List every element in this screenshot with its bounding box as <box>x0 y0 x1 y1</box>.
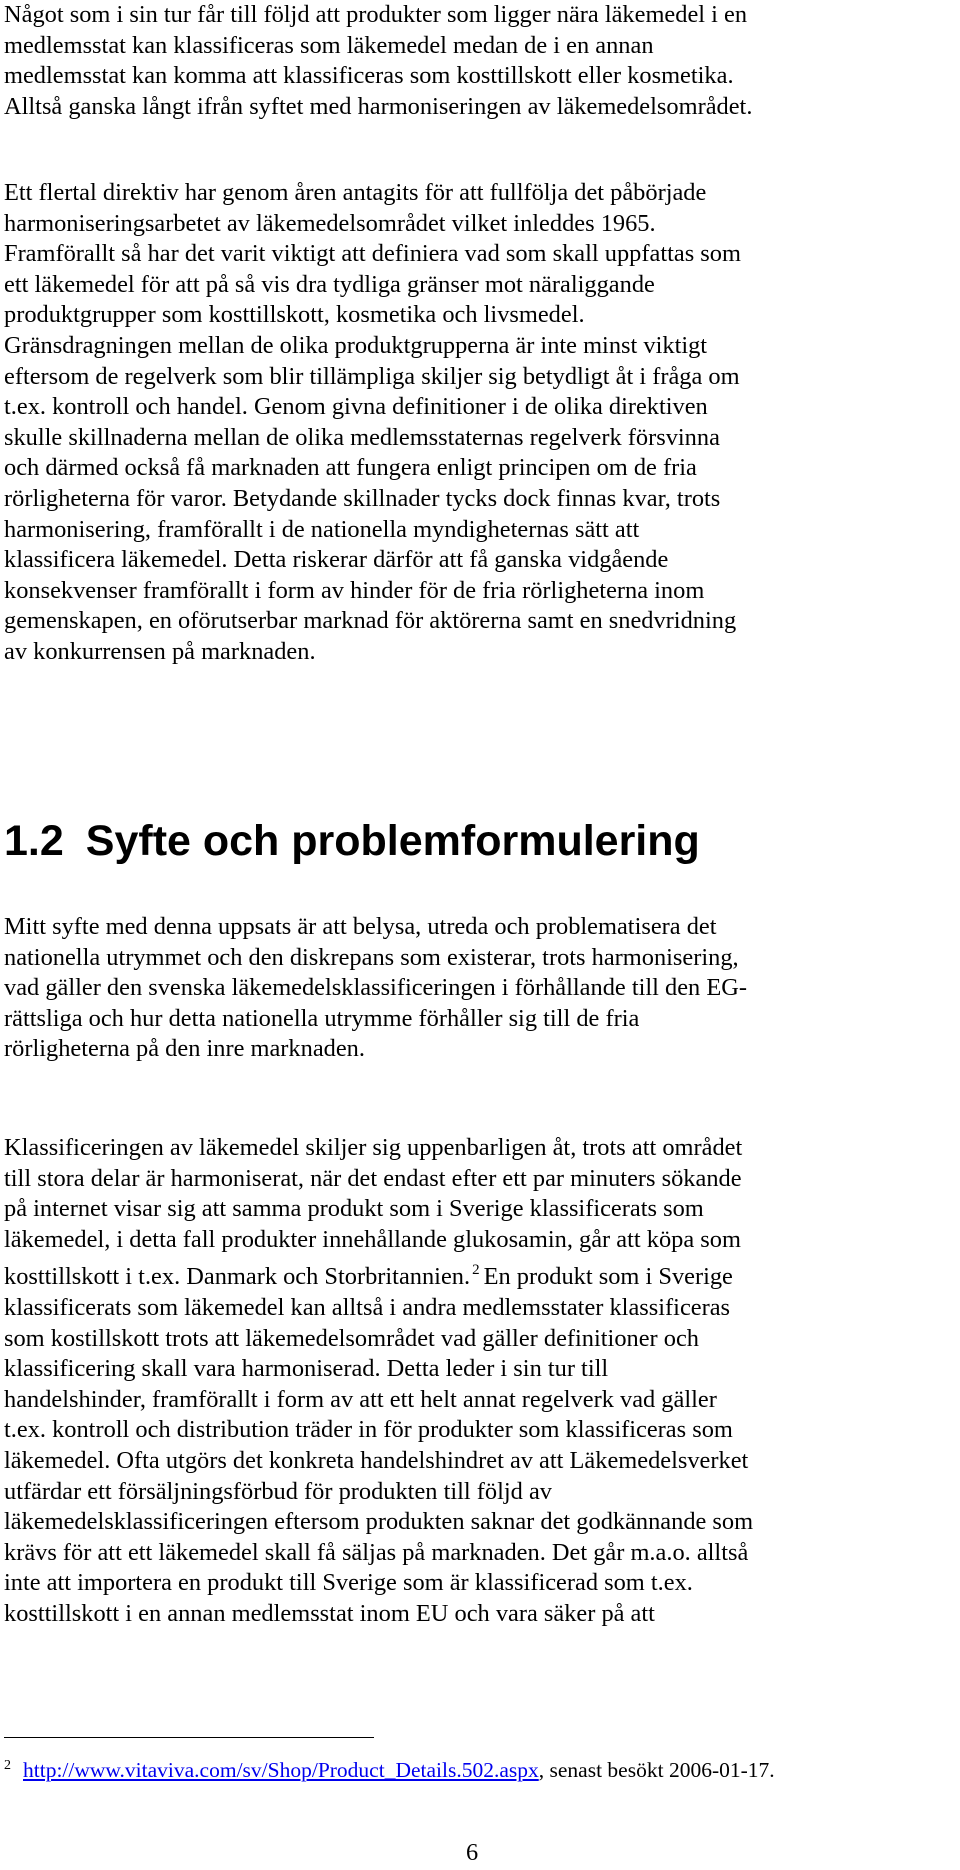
text-line: medlemsstat kan klassificeras som läkemedel medan de i en annan <box>4 31 654 59</box>
text-line: t.ex. kontroll och handel. Genom givna definitioner i de olika direktiven <box>4 393 708 421</box>
section-number: 1.2 <box>4 817 64 865</box>
paragraph-1 <box>4 0 949 122</box>
text-line: Mitt syfte med denna uppsats är att belysa, utreda och problematisera det <box>4 913 717 940</box>
text-line: klassificera läkemedel. Detta riskerar därför att få ganska vidgående <box>4 546 669 574</box>
text-line: harmonisering, framförallt i de nationella myndigheternas sätt att <box>4 515 640 543</box>
text-line: rörligheterna för varor. Betydande skillnader tycks dock finnas kvar, trots <box>4 484 721 512</box>
text-line: nationella utrymmet och den diskrepans som existerar, trots harmonisering, <box>4 943 739 971</box>
text-line: vad gäller den svenska läkemedelsklassificeringen i förhållande till den EG- <box>4 974 747 1002</box>
text-line: gemenskapen, en oförutserbar marknad för aktörerna samt en snedvridning <box>4 607 737 635</box>
text-line-with-footnote-ref <box>4 1255 949 1293</box>
paragraph-3 <box>4 912 949 1065</box>
text-segment: En produkt som i Sverige <box>483 1263 733 1291</box>
footnote-mark: 2 <box>4 1758 11 1773</box>
text-line: harmoniseringsarbetet av läkemedelsområdet vilket inleddes 1965. <box>4 209 656 237</box>
text-segment: kosttillskott i t.ex. Danmark och Storbritannien. <box>4 1263 471 1291</box>
text-line: utfärdar ett försäljningsförbud för produkten till följd av <box>4 1477 552 1505</box>
text-line: rörligheterna på den inre marknaden. <box>4 1035 365 1063</box>
text-line: och därmed också få marknaden att fungera enligt principen om de fria <box>4 454 697 482</box>
text-line: Något som i sin tur får till följd att produkter som ligger nära läkemedel i en <box>4 1 748 28</box>
section-heading <box>4 815 700 867</box>
text-line: Gränsdragningen mellan de olika produktgrupperna är inte minst viktigt <box>4 331 708 359</box>
text-line: på internet visar sig att samma produkt som i Sverige klassificerats som <box>4 1195 704 1223</box>
text-line: rättsliga och hur detta nationella utrymme förhåller sig till de fria <box>4 1004 640 1032</box>
text-line: till stora delar är harmoniserat, när det endast efter ett par minuters sökande <box>4 1164 742 1192</box>
paragraph-4 <box>4 1133 949 1630</box>
text-line: ett läkemedel för att på så vis dra tydliga gränser mot näraliggande <box>4 270 655 298</box>
footnote-link[interactable]: http://www.vitaviva.com/sv/Shop/Product_Details.502.aspx <box>23 1758 539 1782</box>
text-line: Framförallt så har det varit viktigt att definiera vad som skall uppfattas som <box>4 240 741 268</box>
footnote-reference[interactable]: 2 <box>472 1262 480 1279</box>
text-line: produktgrupper som kosttillskott, kosmetika och livsmedel. <box>4 301 585 329</box>
text-line: läkemedel. Ofta utgörs det konkreta handelshindret av att Läkemedelsverket <box>4 1446 749 1474</box>
text-line: som kostillskott trots att läkemedelsområdet vad gäller definitioner och <box>4 1324 699 1352</box>
text-line: skulle skillnaderna mellan de olika medlemsstaternas regelverk försvinna <box>4 423 720 451</box>
text-line: handelshinder, framförallt i form av att ett helt annat regelverk vad gäller <box>4 1385 717 1413</box>
text-line: konsekvenser framförallt i form av hinder för de fria rörligheterna inom <box>4 576 705 604</box>
page-number: 6 <box>466 1839 479 1866</box>
text-line: klassificerats som läkemedel kan alltså i andra medlemsstater klassificeras <box>4 1293 731 1321</box>
text-line: läkemedel, i detta fall produkter innehållande glukosamin, går att köpa som <box>4 1225 741 1253</box>
text-line: kosttillskott i en annan medlemsstat inom EU och vara säker på att <box>4 1599 655 1627</box>
footnote-text: , senast besökt 2006-01-17. <box>538 1758 775 1782</box>
text-line: Alltså ganska långt ifrån syftet med harmoniseringen av läkemedelsområdet. <box>4 92 753 120</box>
footnote <box>4 1751 775 1785</box>
text-line: medlemsstat kan komma att klassificeras som kosttillskott eller kosmetika. <box>4 62 734 90</box>
paragraph-2 <box>4 178 949 668</box>
text-line: av konkurrensen på marknaden. <box>4 637 316 665</box>
text-line: inte att importera en produkt till Sverige som är klassificerad som t.ex. <box>4 1569 693 1597</box>
text-line: läkemedelsklassificeringen eftersom produkten saknar det godkännande som <box>4 1508 754 1536</box>
footnote-divider <box>4 1737 374 1738</box>
text-line: klassificering skall vara harmoniserad. Detta leder i sin tur till <box>4 1355 609 1383</box>
text-line: eftersom de regelverk som blir tillämpliga skiljer sig betydligt åt i fråga om <box>4 362 740 390</box>
text-line: t.ex. kontroll och distribution träder in för produkter som klassificeras som <box>4 1416 733 1444</box>
text-line: Klassificeringen av läkemedel skiljer sig uppenbarligen åt, trots att området <box>4 1134 743 1161</box>
section-title: Syfte och problemformulering <box>85 817 700 865</box>
text-line: Ett flertal direktiv har genom åren antagits för att fullfölja det påbörjade <box>4 179 707 206</box>
text-line: krävs för att ett läkemedel skall få säljas på marknaden. Det går m.a.o. alltså <box>4 1538 749 1566</box>
